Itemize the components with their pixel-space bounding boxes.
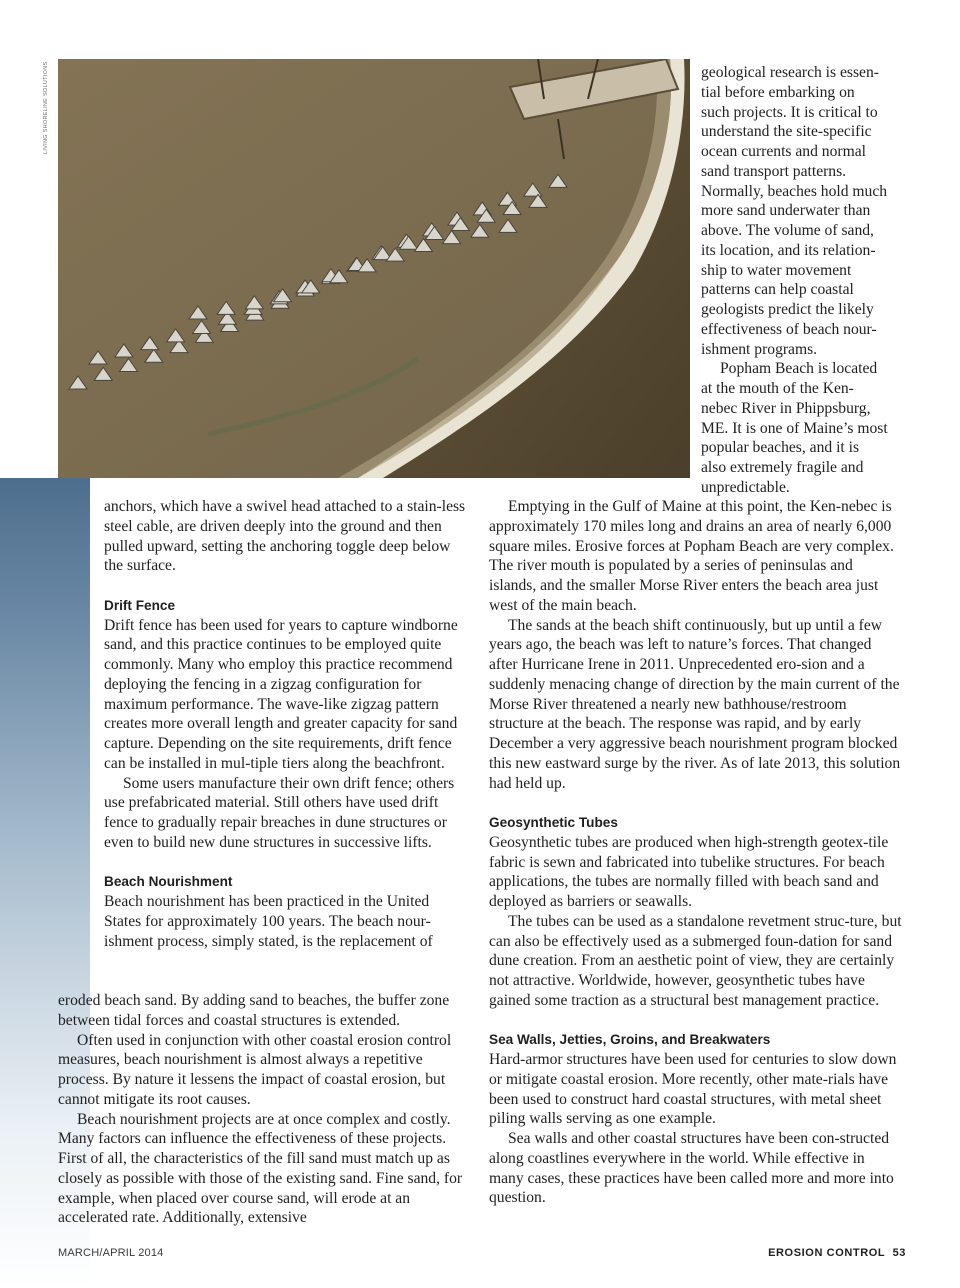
paragraph-sands: The sands at the beach shift continuously, but up until a few years ago, the beach was left to nature’s forces. That changed after Hurricane Irene in 2011. Unprecedented ero-sion and a suddenly menacing change of direction by the main current of the Morse River threatened a nearly new bathhouse/restroom structure at the beach. The response was rapid, and by early December a very aggressive beach nourishment program blocked this new eastward surge by the river. As of late 2013, this solution had held up. (489, 616, 901, 792)
paragraph-gulf: Emptying in the Gulf of Maine at this point, the Ken-nebec is approximately 170 miles long and drains an area of nearly 6,000 square miles. Erosive forces at Popham Beach are very complex. The river mouth is populated by a series of peninsulas and islands, and the smaller Morse River enters the beach area just west of the main beach. (489, 498, 894, 614)
right-top-line: nebec River in Phippsburg, (701, 399, 871, 417)
right-top-line: Normally, beaches hold much (701, 182, 888, 200)
right-column-top (701, 63, 911, 498)
paragraph-sea-1: Hard-armor structures have been used for centuries to slow down or mitigate coastal erosion. More recently, other mate-rials have been used to construct hard coastal structures, with metal sheet piling walls serving as one example. (489, 1051, 897, 1128)
paragraph-beach-3: Beach nourishment projects are at once complex and costly. Many factors can influence the effectiveness of these projects. First of all, the characteristics of the fill sand must match up as closely as possible with those of the existing sand. Fine sand, for example, when placed over course sand, will erode at an accelerated rate. Additionally, extensive (58, 1110, 463, 1227)
right-top-line: ship to water movement (701, 261, 852, 279)
right-top-line: at the mouth of the Ken- (701, 380, 854, 397)
paragraph-geo-2: The tubes can be used as a standalone revetment struc-ture, but can also be effectively used as a submerged foun-dation for sand dune creation. From an aesthetic point of view, they are certainly not attractive. Worldwide, however, geosynthetic tubes have gained some traction as a structural best management practice. (489, 912, 902, 1009)
right-top-line: ocean currents and normal (701, 143, 866, 160)
right-top-line: geological research is essen- (701, 64, 879, 81)
footer-page-number: 53 (892, 1247, 906, 1259)
paragraph-drift-2: Some users manufacture their own drift fence; others use prefabricated material. Still others have used drift fence to gradually repair breaches in dune structures or even to build new dune structures in successive lifts. (104, 774, 455, 851)
right-top-line: ishment programs. (701, 340, 818, 358)
right-top-line: unpredictable. (701, 478, 790, 496)
footer-magazine-name: EROSION CONTROL (768, 1247, 886, 1259)
right-top-line: geologists predict the likely (701, 301, 874, 318)
paragraph-drift-1: Drift fence has been used for years to capture windborne sand, and this practice continues to be employed quite commonly. Many who employ this practice recommend deploying the fencing in a zigzag configuration for maximum performance. The wave-like zigzag pattern creates more overall length and greater capacity for sand capture. Depending on the site requirements, drift fence can be installed in mul-tiple tiers along the beachfront. (104, 616, 458, 772)
paragraph-geo-1: Geosynthetic tubes are produced when high-strength geotex-tile fabric is sewn and fabricated into tubelike structures. For beach applications, the tubes are normally filled with beach sand and deployed as barriers or seawalls. (489, 833, 889, 910)
heading-geosynthetic-tubes: Geosynthetic Tubes (489, 815, 618, 830)
footer-issue-date: MARCH/APRIL 2014 (58, 1247, 164, 1259)
right-top-line: popular beaches, and it is (701, 439, 860, 457)
paragraph-beach-1a: Beach nourishment has been practiced in the United States for approximately 100 years. The beach nour-ishment process, simply stated, is the replacement of (104, 893, 433, 950)
right-top-lines (701, 63, 911, 498)
right-top-line: sand transport patterns. (701, 162, 847, 180)
right-top-line: effectiveness of beach nour- (701, 320, 877, 338)
paragraph-sea-2: Sea walls and other coastal structures have been con-structed along coastlines everywhere in the world. While effective in many cases, these practices have been called more and more into question. (489, 1130, 894, 1207)
right-top-line: its location, and its relation- (701, 241, 876, 259)
photo-illustration (58, 59, 690, 478)
right-top-line: understand the site-specific (701, 123, 872, 141)
right-top-line: also extremely fragile and (701, 459, 864, 476)
paragraph-beach-2: Often used in conjunction with other coastal erosion control measures, beach nourishment is almost always a repetitive process. By nature it lessens the impact of coastal erosion, but cannot mitigate its root causes. (58, 1031, 452, 1108)
right-top-line: tial before embarking on (701, 83, 855, 101)
heading-drift-fence: Drift Fence (104, 597, 176, 613)
left-column-lower (58, 991, 468, 1228)
right-top-line: patterns can help coastal (701, 281, 854, 299)
paragraph-anchors: anchors, which have a swivel head attached to a stain-less steel cable, are driven deeply into the ground and then pulled upward, setting the anchoring toggle deep below the surface. (104, 498, 466, 575)
aerial-photo-shoreline (58, 59, 690, 478)
footer-magazine-page (768, 1247, 906, 1259)
left-column (104, 497, 468, 951)
heading-sea-walls: Sea Walls, Jetties, Groins, and Breakwaters (489, 1032, 771, 1048)
right-top-line: Popham Beach is located (720, 360, 878, 378)
right-top-line: above. The volume of sand, (701, 222, 874, 239)
paragraph-beach-1b: eroded beach sand. By adding sand to beaches, the buffer zone between tidal forces and coastal structures is extended. (58, 992, 450, 1029)
right-column (489, 497, 903, 1208)
right-top-line: ME. It is one of Maine’s most (701, 419, 888, 437)
right-top-line: more sand underwater than (701, 202, 871, 220)
right-top-line: such projects. It is critical to (701, 103, 878, 121)
heading-beach-nourishment: Beach Nourishment (104, 874, 233, 890)
photo-credit: LIVING SHORELINE SOLUTIONS (43, 61, 49, 154)
